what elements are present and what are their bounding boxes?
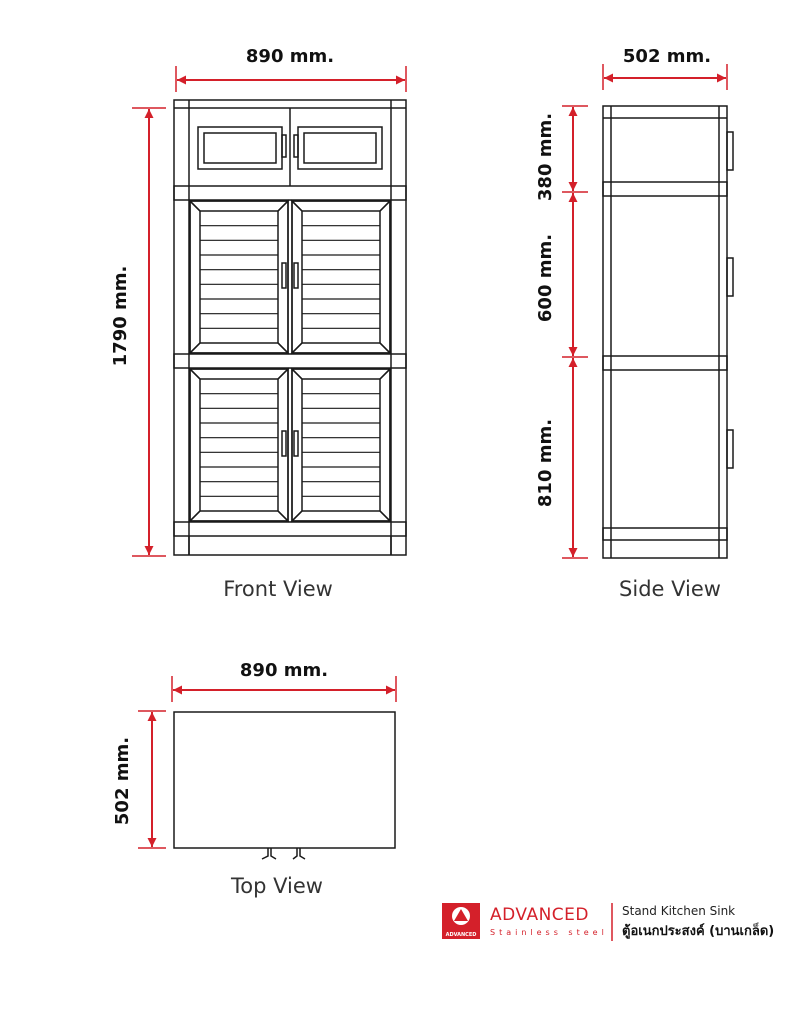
handle-icon (282, 263, 286, 288)
side-section-dimensions (562, 106, 588, 558)
side-depth-dimension (603, 46, 727, 90)
handle-icon (294, 431, 298, 456)
side-depth-label: 502 mm. (622, 46, 712, 67)
side-view-title: Side View (619, 577, 721, 601)
top-view-title: Top View (231, 874, 323, 898)
side-section-bottom-label: 810 mm. (535, 418, 556, 508)
handle-icon (727, 430, 733, 468)
brand-tagline: Stainless steel (490, 928, 608, 937)
front-height-dimension (110, 108, 166, 556)
front-lower-louver-doors (190, 369, 390, 521)
top-depth-label: 502 mm. (112, 736, 133, 826)
top-depth-dimension (112, 711, 166, 848)
front-width-label: 890 mm. (245, 46, 335, 67)
logo-lettering: ADVANCED (445, 932, 477, 938)
top-view-outline (174, 712, 395, 848)
front-width-dimension (176, 46, 406, 92)
brand-name: ADVANCED (490, 905, 590, 925)
handle-icon (294, 135, 298, 157)
brand-logo (442, 903, 480, 939)
front-top-doors (198, 108, 382, 186)
side-section-middle-label: 600 mm. (535, 233, 556, 323)
side-handles (727, 132, 733, 468)
side-view (603, 106, 733, 558)
handle-icon (293, 848, 297, 859)
front-view (174, 100, 406, 555)
handle-icon (727, 132, 733, 170)
front-view-title: Front View (223, 577, 333, 601)
front-height-label: 1790 mm. (110, 265, 131, 367)
handle-icon (282, 135, 286, 157)
top-view (174, 712, 395, 859)
product-name-th: ตู้อเนกประสงค์ (บานเกล็ด) (622, 924, 775, 939)
handle-icon (294, 263, 298, 288)
side-section-top-label: 380 mm. (535, 112, 556, 202)
top-width-dimension (172, 660, 396, 702)
front-middle-louver-doors (190, 201, 390, 353)
handle-icon (282, 431, 286, 456)
top-width-label: 890 mm. (239, 660, 329, 681)
top-view-handles (262, 848, 305, 859)
handle-icon (727, 258, 733, 296)
brand-block (442, 903, 774, 941)
side-cabinet-frame (603, 106, 727, 558)
handle-icon (262, 848, 268, 859)
product-name-en: Stand Kitchen Sink (622, 904, 736, 918)
